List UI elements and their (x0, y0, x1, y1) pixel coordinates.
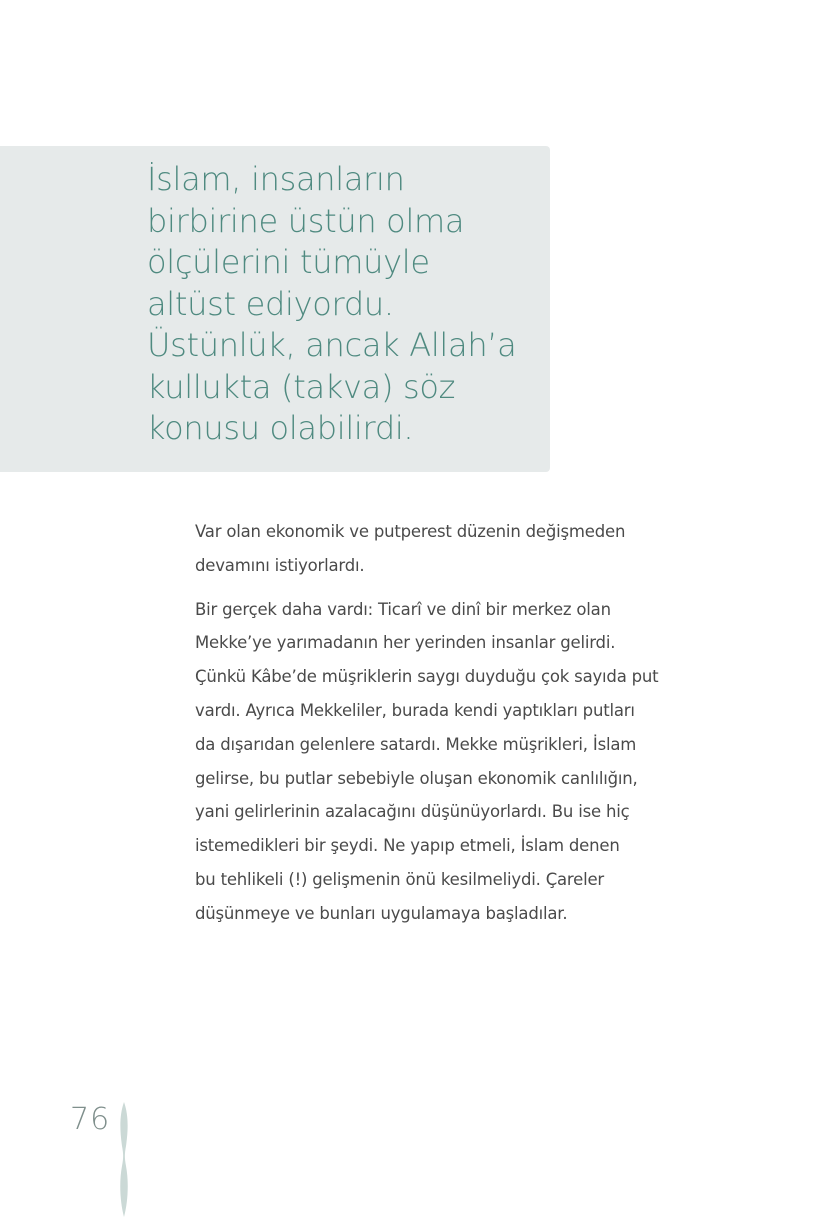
text-line: devamını istiyorlardı. (195, 555, 365, 575)
text-line: bu tehlikeli (!) gelişmenin önü kesilmeliydi. Çareler (195, 869, 605, 889)
body-text (195, 515, 685, 941)
pull-quote-line: ölçülerini tümüyle (147, 243, 430, 281)
text-line: gelirse, bu putlar sebebiyle oluşan ekonomik canlılığın, (195, 768, 638, 788)
pull-quote (147, 159, 547, 450)
text-line: da dışarıdan gelenlere satardı. Mekke müşrikleri, İslam (195, 734, 637, 754)
pull-quote-line: İslam, insanların (147, 160, 405, 198)
leaf-divider-icon (114, 1102, 134, 1217)
pull-quote-line: birbirine üstün olma (147, 201, 465, 240)
text-line: vardı. Ayrıca Mekkeliler, burada kendi yaptıkları putları (195, 700, 635, 720)
text-line: Var olan ekonomik ve putperest düzenin değişmeden (195, 522, 626, 541)
text-line: yani gelirlerinin azalacağını düşünüyorlardı. Bu ise hiç (195, 802, 630, 822)
page-number: 76 (70, 1102, 111, 1137)
pull-quote-line: kullukta (takva) söz (147, 367, 456, 406)
pull-quote-line: konusu olabilirdi. (147, 409, 414, 447)
text-line: Bir gerçek daha vardı: Ticarî ve dinî bir merkez olan (195, 599, 611, 619)
pull-quote-line: Üstünlük, ancak Allah’a (147, 326, 517, 364)
pull-quote-line: altüst ediyordu. (147, 284, 394, 323)
text-line: düşünmeye ve bunları uygulamaya başladılar. (195, 903, 568, 923)
paragraph (195, 593, 685, 931)
text-line: Mekke’ye yarımadanın her yerinden insanlar gelirdi. (195, 633, 616, 653)
text-line: Çünkü Kâbe’de müşriklerin saygı duyduğu çok sayıda put (195, 667, 659, 687)
paragraph (195, 515, 685, 583)
text-line: istemedikleri bir şeydi. Ne yapıp etmeli, İslam denen (195, 836, 620, 856)
